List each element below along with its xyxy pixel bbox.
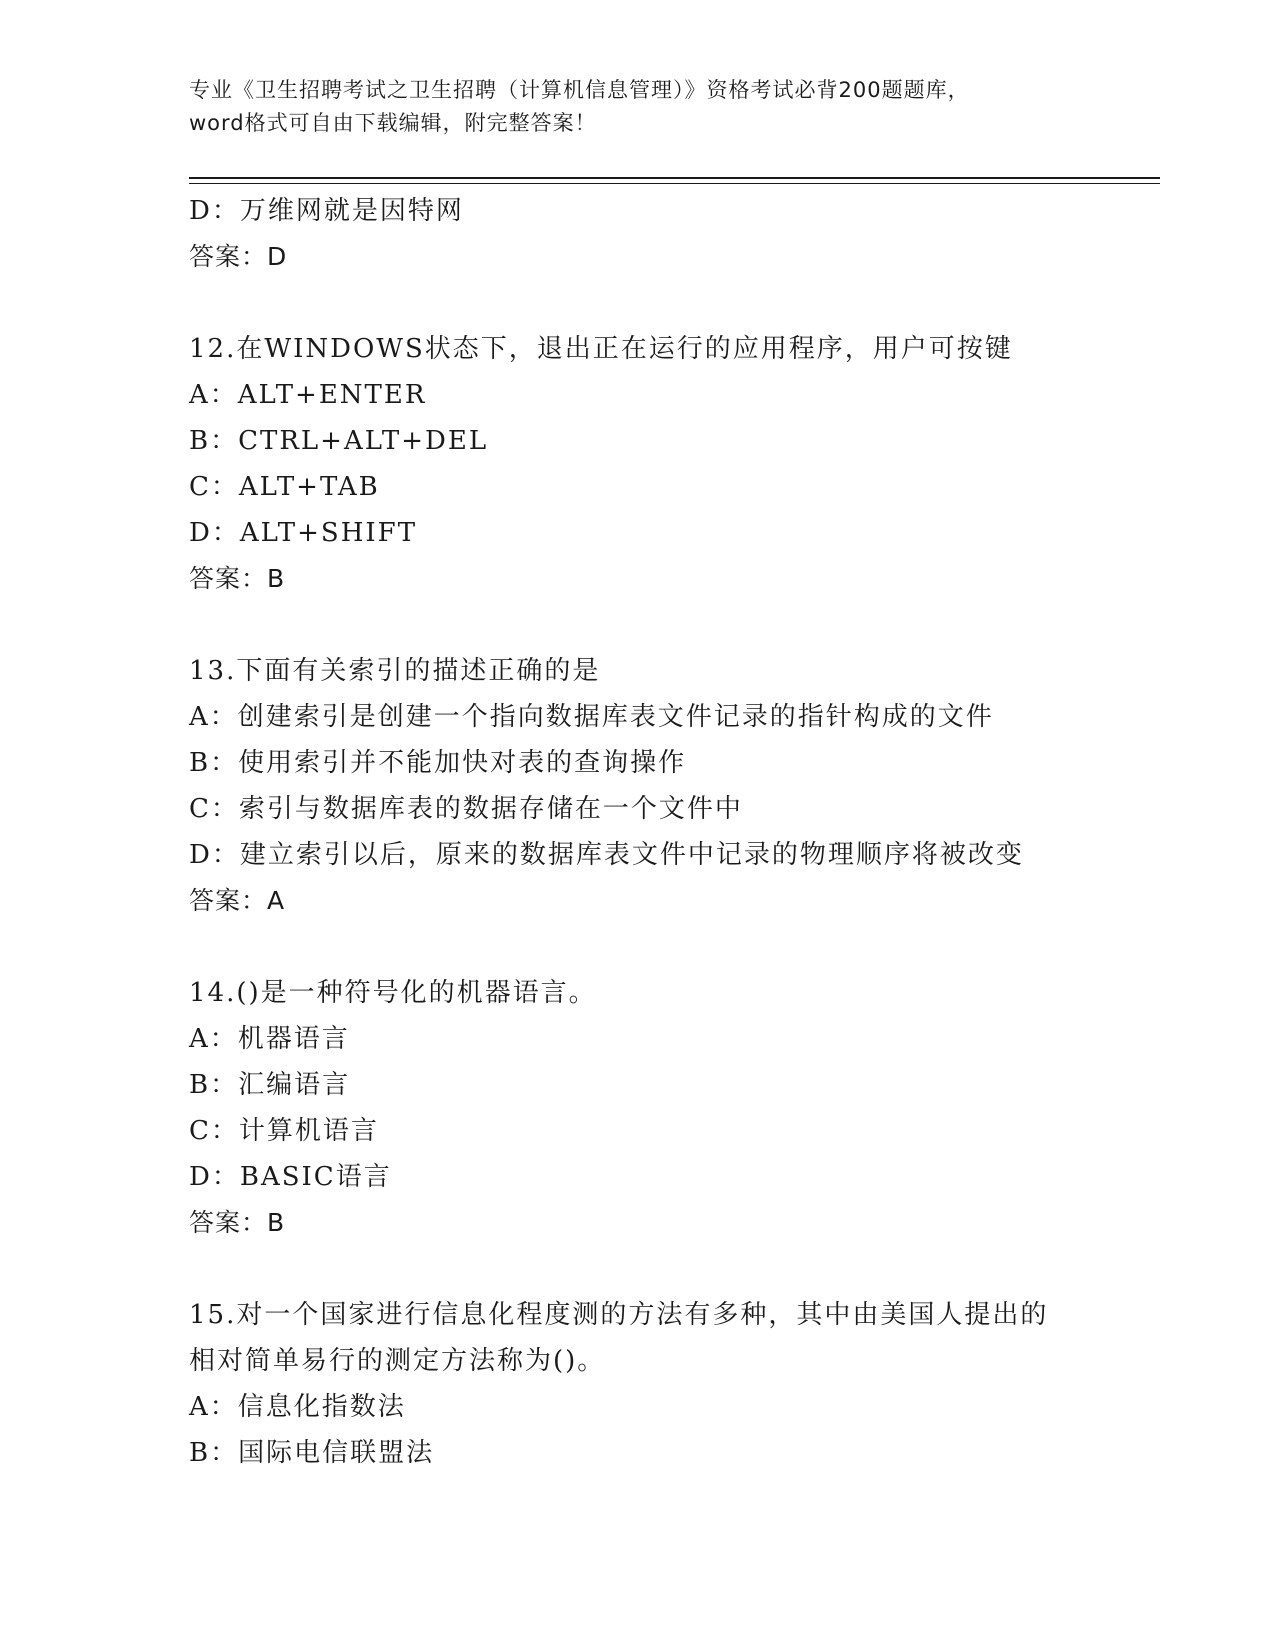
answer-line: 答案：B bbox=[189, 564, 286, 593]
question-stem-line-2: 相对简单易行的测定方法称为()。 bbox=[189, 1346, 606, 1376]
header-line-2: word格式可自由下载编辑，附完整答案！ bbox=[189, 111, 597, 135]
question-13 bbox=[189, 648, 1089, 924]
answer-line: 答案：D bbox=[189, 242, 288, 271]
answer-line: 答案：A bbox=[189, 886, 286, 915]
question-stem: 13.下面有关索引的描述正确的是 bbox=[189, 656, 601, 686]
option-d: D：万维网就是因特网 bbox=[189, 196, 464, 226]
header-line-1: 专业《卫生招聘考试之卫生招聘（计算机信息管理）》资格考试必背200题题库， bbox=[189, 78, 970, 102]
question-14 bbox=[189, 970, 1089, 1246]
option-a: A：ALT+ENTER bbox=[189, 380, 427, 410]
option-c: C：索引与数据库表的数据存储在一个文件中 bbox=[189, 794, 743, 824]
option-c: C：ALT+TAB bbox=[189, 472, 380, 502]
option-c: C：计算机语言 bbox=[189, 1116, 379, 1146]
option-a: A：机器语言 bbox=[189, 1024, 350, 1054]
option-d: D：BASIC语言 bbox=[189, 1162, 392, 1192]
question-15 bbox=[189, 1292, 1089, 1476]
option-b: B：CTRL+ALT+DEL bbox=[189, 426, 489, 456]
option-d: D：建立索引以后，原来的数据库表文件中记录的物理顺序将被改变 bbox=[189, 840, 1024, 870]
option-b: B：国际电信联盟法 bbox=[189, 1438, 435, 1468]
question-stem: 12.在WINDOWS状态下，退出正在运行的应用程序，用户可按键 bbox=[189, 334, 1013, 364]
option-b: B：汇编语言 bbox=[189, 1070, 351, 1100]
question-content bbox=[189, 188, 1089, 1476]
option-d: D：ALT+SHIFT bbox=[189, 518, 418, 548]
option-a: A：信息化指数法 bbox=[189, 1392, 406, 1422]
header-divider-thin bbox=[189, 183, 1160, 184]
question-12 bbox=[189, 326, 1089, 602]
option-a: A：创建索引是创建一个指向数据库表文件记录的指针构成的文件 bbox=[189, 702, 994, 732]
option-b: B：使用索引并不能加快对表的查询操作 bbox=[189, 748, 687, 778]
previous-question-tail bbox=[189, 188, 1089, 280]
question-stem-line-1: 15.对一个国家进行信息化程度测的方法有多种，其中由美国人提出的 bbox=[189, 1300, 1049, 1330]
question-stem: 14.()是一种符号化的机器语言。 bbox=[189, 978, 597, 1008]
answer-line: 答案：B bbox=[189, 1208, 286, 1237]
header-divider-thick bbox=[189, 177, 1160, 179]
document-header bbox=[189, 74, 1089, 140]
